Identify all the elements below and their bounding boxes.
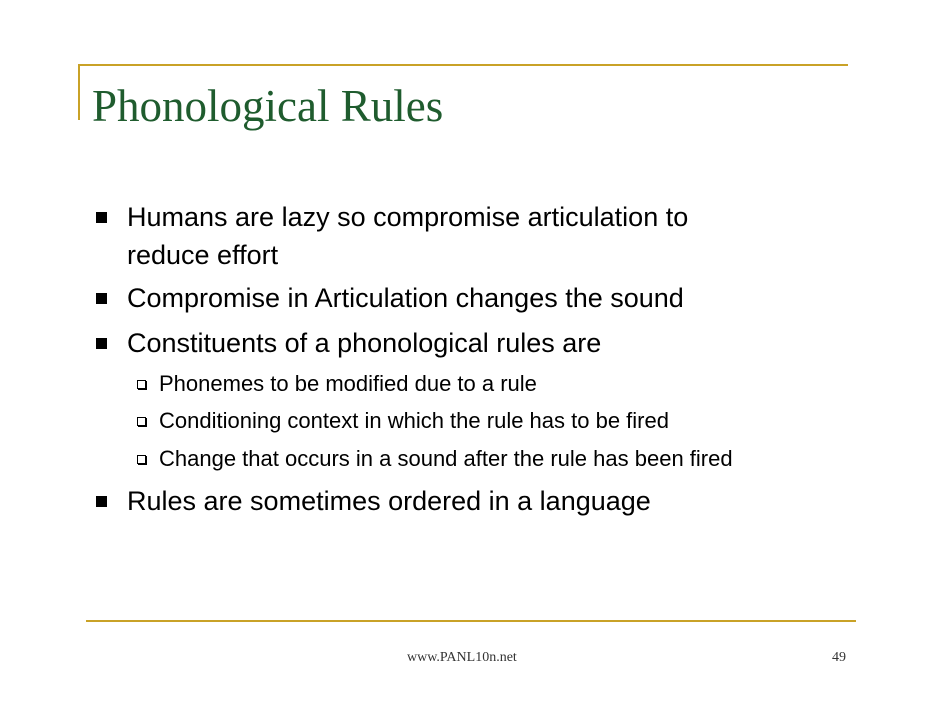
footer-url: www.PANL10n.net	[407, 650, 517, 665]
hollow-square-bullet-icon	[137, 380, 146, 389]
square-bullet-icon	[96, 496, 107, 507]
slide-title: Phonological Rules	[92, 81, 444, 131]
bullet-item: Humans are lazy so compromise articulation to	[127, 202, 689, 232]
page-number: 49	[832, 650, 846, 665]
hollow-square-bullet-icon	[137, 455, 146, 464]
square-bullet-icon	[96, 293, 107, 304]
bullet-item: Rules are sometimes ordered in a language	[127, 486, 651, 516]
sub-bullet-item: Change that occurs in a sound after the rule has been fired	[159, 446, 733, 471]
sub-bullet-item: Phonemes to be modified due to a rule	[159, 371, 537, 396]
bullet-item-continuation: reduce effort	[127, 240, 279, 270]
square-bullet-icon	[96, 212, 107, 223]
bullet-item: Constituents of a phonological rules are	[127, 328, 602, 358]
square-bullet-icon	[96, 338, 107, 349]
hollow-square-bullet-icon	[137, 417, 146, 426]
bullet-item: Compromise in Articulation changes the sound	[127, 283, 684, 313]
bottom-divider	[86, 620, 856, 622]
sub-bullet-item: Conditioning context in which the rule has to be fired	[159, 408, 669, 433]
